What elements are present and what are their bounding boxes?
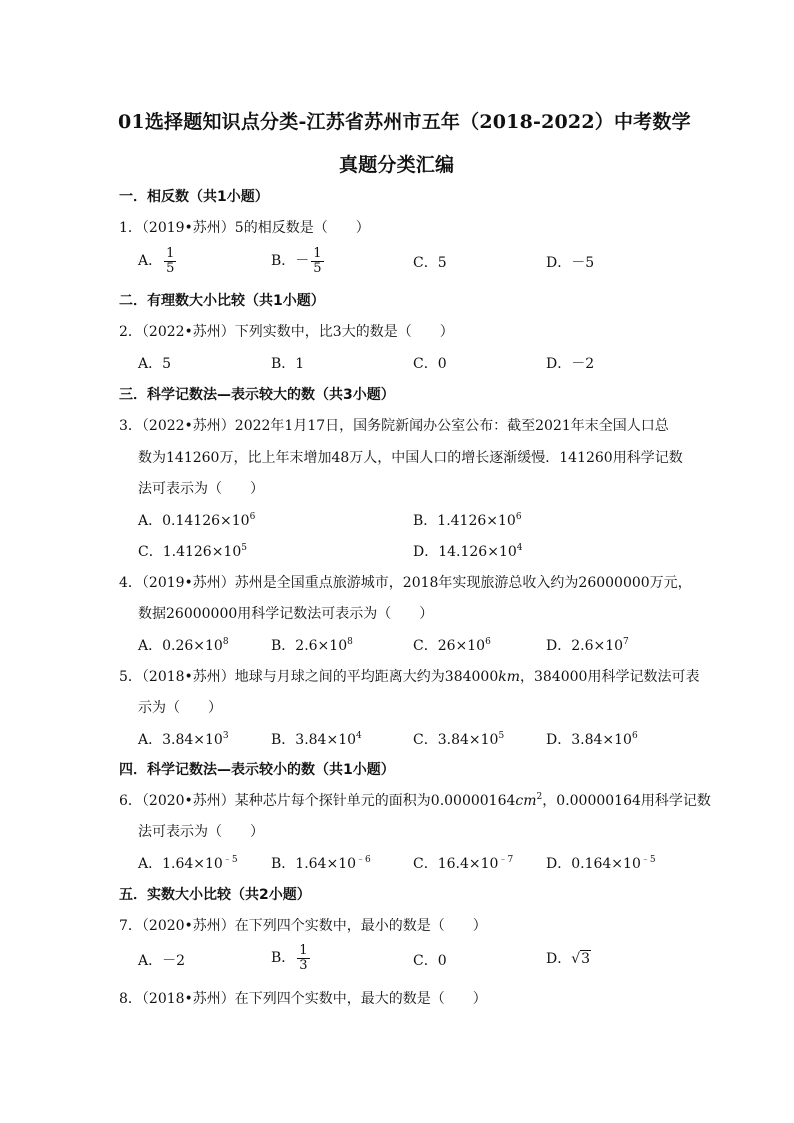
option-text: B．1.4126×10	[413, 513, 516, 529]
exponent: 6	[515, 512, 522, 522]
exponent: ﹣5	[222, 855, 238, 865]
option-text: A．1.64×10	[138, 856, 223, 872]
option-a	[138, 853, 238, 873]
option-d: D．－2	[546, 356, 595, 372]
option-d	[413, 541, 523, 561]
question-stem-cont: 法可表示为（ ）	[138, 824, 264, 840]
page-title: 01选择题知识点分类-江苏省苏州市五年（2018-2022）中考数学	[118, 111, 691, 133]
option-c	[413, 635, 491, 655]
unit: cm	[515, 793, 537, 809]
question-stem-cont: 数为141260万，比上年末增加48万人，中国人口的增长逐渐缓慢．141260用科学记数	[138, 450, 683, 466]
page-title-line2: 真题分类汇编	[339, 154, 455, 176]
exponent: 4	[516, 543, 523, 553]
option-d: D．－5	[546, 255, 595, 271]
option-c: C．5	[413, 255, 447, 271]
square-root	[571, 951, 591, 967]
option-label: B．	[271, 950, 296, 967]
option-text: C．1.4126×10	[138, 544, 242, 560]
denominator: 3	[299, 957, 308, 973]
exponent: 6	[631, 731, 638, 741]
option-text: B．3.84×10	[271, 732, 357, 748]
option-b: B．1	[271, 356, 305, 372]
numerator: 1	[299, 943, 308, 958]
stem-text: 5．（2018•苏州）地球与月球之间的平均距离大约为384000	[119, 669, 499, 685]
exponent: 5	[498, 731, 505, 741]
option-c: C．0	[413, 356, 447, 372]
option-text: D．14.126×10	[413, 544, 517, 560]
exponent: 6	[485, 637, 491, 647]
minus-sign: －	[295, 253, 310, 270]
option-text: B．1.64×10	[271, 856, 357, 872]
exponent: 8	[347, 637, 353, 647]
question-stem	[119, 790, 711, 810]
option-b	[271, 635, 353, 655]
option-text: C．26×10	[413, 638, 486, 654]
option-b	[271, 729, 362, 749]
option-text: A．0.26×10	[138, 638, 223, 654]
option-text: A．0.14126×10	[138, 513, 250, 529]
option-a	[138, 635, 229, 655]
stem-text: ，384000用科学记数法可表	[520, 669, 700, 685]
exponent: 7	[623, 637, 629, 647]
question-stem: 8．（2018•苏州）在下列四个实数中，最大的数是（ ）	[119, 991, 487, 1007]
option-text: D．0.164×10	[546, 856, 641, 872]
option-a	[138, 729, 229, 749]
exponent: ﹣6	[356, 855, 371, 865]
section-heading: 四．科学记数法—表示较小的数（共1小题）	[119, 762, 395, 778]
option-a	[138, 247, 176, 275]
option-d	[546, 729, 638, 749]
question-stem-cont: 法可表示为（ ）	[138, 481, 264, 497]
fraction	[164, 247, 176, 275]
option-text: D．3.84×10	[546, 732, 632, 748]
question-stem-cont: 数据26000000用科学记数法可表示为（ ）	[138, 606, 434, 622]
exponent: ﹣5	[640, 855, 656, 865]
option-label: B．	[271, 253, 296, 270]
question-stem: 3．（2022•苏州）2022年1月17日，国务院新闻办公室公布：截至2021年末全国人口总	[119, 418, 669, 434]
option-b	[271, 247, 324, 275]
section-heading: 一．相反数（共1小题）	[119, 189, 269, 205]
numerator: 1	[166, 246, 175, 261]
fraction	[311, 247, 323, 275]
section-heading: 五．实数大小比较（共2小题）	[119, 887, 311, 903]
option-b	[413, 510, 522, 530]
option-c: C．0	[413, 953, 447, 969]
question-stem: 7．（2020•苏州）在下列四个实数中，最小的数是（ ）	[119, 918, 487, 934]
question-stem: 4．（2019•苏州）苏州是全国重点旅游城市，2018年实现旅游总收入约为26000000万元，	[119, 575, 692, 591]
section-heading: 三．科学记数法—表示较大的数（共3小题）	[119, 387, 395, 403]
option-label: D．	[546, 951, 572, 967]
question-stem	[119, 666, 699, 686]
option-text: B．2.6×10	[271, 638, 348, 654]
exponent: 5	[241, 543, 247, 553]
stem-text: ，0.00000164用科学记数	[542, 793, 711, 809]
denominator: 5	[166, 260, 175, 276]
option-b	[271, 944, 310, 972]
option-c	[413, 853, 513, 873]
unit: km	[498, 669, 521, 685]
option-label: A．	[138, 253, 163, 270]
option-b	[271, 853, 371, 873]
denominator: 5	[313, 260, 322, 276]
option-text: D．2.6×10	[546, 638, 624, 654]
question-stem: 1．（2019•苏州）5的相反数是（ ）	[119, 220, 370, 236]
question-stem-cont: 示为（ ）	[138, 700, 222, 716]
option-a	[138, 510, 255, 530]
option-c	[413, 729, 504, 749]
numerator: 1	[313, 246, 322, 261]
option-c	[138, 541, 247, 561]
question-stem: 2．（2022•苏州）下列实数中，比3大的数是（ ）	[119, 324, 454, 340]
exponent: 8	[222, 637, 229, 647]
option-a: A．5	[138, 356, 172, 372]
option-d	[546, 948, 591, 968]
option-d	[546, 853, 656, 873]
exponent: 6	[249, 512, 256, 522]
radicand: 3	[581, 951, 591, 967]
section-heading: 二．有理数大小比较（共1小题）	[119, 293, 325, 309]
option-a: A．－2	[138, 953, 186, 969]
exponent: ﹣7	[498, 855, 514, 865]
option-text: C．3.84×10	[413, 732, 499, 748]
option-text: A．3.84×10	[138, 732, 223, 748]
radical-sign: √	[571, 951, 581, 967]
exponent: 2	[536, 792, 543, 802]
exponent: 3	[222, 731, 229, 741]
stem-text: 6．（2020•苏州）某种芯片每个探针单元的面积为0.00000164	[119, 793, 516, 809]
option-d	[546, 635, 629, 655]
option-text: C．16.4×10	[413, 856, 499, 872]
fraction	[297, 944, 309, 972]
exponent: 4	[356, 731, 362, 741]
